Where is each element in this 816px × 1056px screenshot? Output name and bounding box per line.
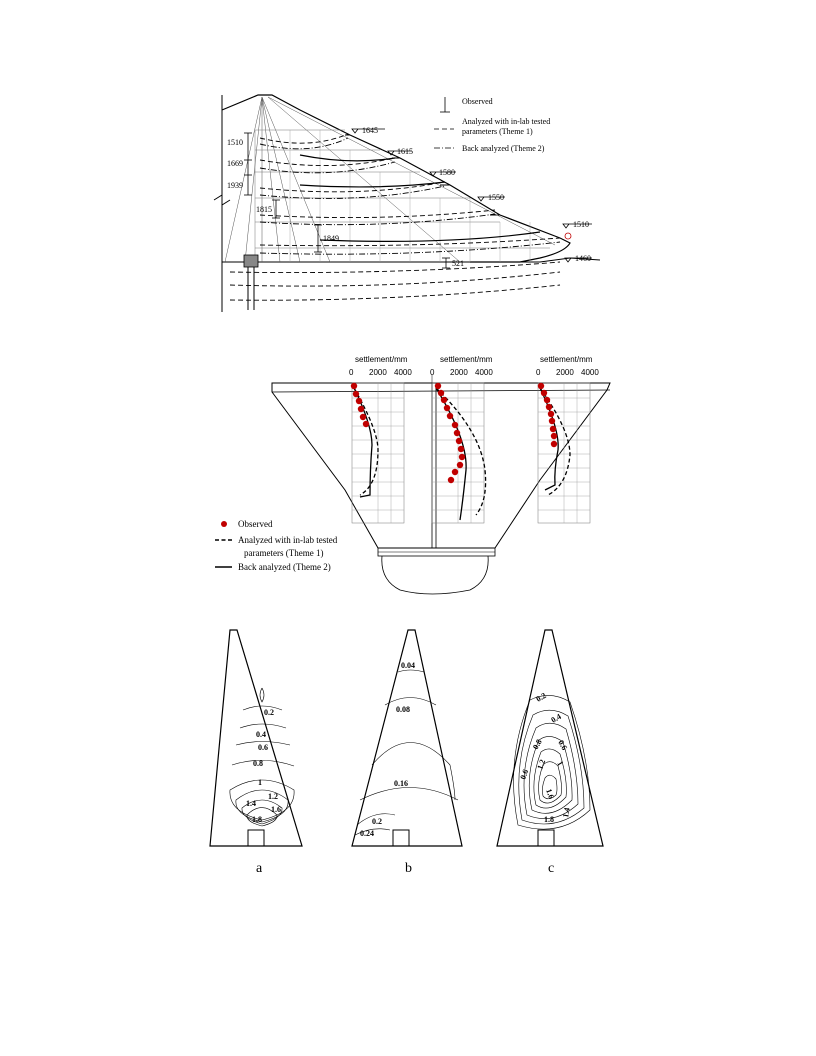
panel-label-c: c xyxy=(548,861,555,876)
fig1-elevation-label: 1550 xyxy=(488,193,504,202)
fig1-elevation-label: 1460 xyxy=(575,254,591,263)
observed-point xyxy=(538,383,544,389)
contour-label: 0.8 xyxy=(530,737,544,751)
observed-point xyxy=(548,411,554,417)
fig1-inner-value: 1849 xyxy=(323,234,339,243)
contour-label: 1.6 xyxy=(271,805,281,814)
observed-point xyxy=(351,383,357,389)
fig1-inner-value: 521 xyxy=(452,259,464,268)
fig2-tick: 4000 xyxy=(475,368,493,377)
fig2-legend-theme1-line1: Analyzed with in-lab tested xyxy=(238,535,338,545)
fig2-axis-label: settlement/mm xyxy=(355,355,408,364)
contour-label: 0.6 xyxy=(518,768,531,781)
fig2-tick: 0 xyxy=(536,368,541,377)
fig2-axis-label: settlement/mm xyxy=(540,355,593,364)
figure1-dam-section xyxy=(214,95,600,312)
fig1-legend-theme1-line2: parameters (Theme 1) xyxy=(462,127,533,136)
observed-point xyxy=(448,477,454,483)
fig2-tick: 2000 xyxy=(369,368,387,377)
contour-label: 0.16 xyxy=(394,779,408,788)
fig2-tick: 2000 xyxy=(450,368,468,377)
fig2-legend-observed: Observed xyxy=(238,519,273,529)
observed-point xyxy=(544,397,550,403)
contour-label: 0.6 xyxy=(258,743,268,752)
fig2-axis-label: settlement/mm xyxy=(440,355,493,364)
observed-point xyxy=(456,438,462,444)
contour-label: 0.8 xyxy=(253,759,263,768)
fig1-elevation-label: 1580 xyxy=(439,168,455,177)
observed-point xyxy=(358,406,364,412)
fig1-left-value: 1510 xyxy=(227,138,243,147)
fig1-left-value: 1815 xyxy=(256,205,272,214)
fig2-legend-theme1-line2: parameters (Theme 1) xyxy=(244,548,324,558)
fig1-elevation-label: 1645 xyxy=(362,126,378,135)
contour-label: 0.24 xyxy=(360,829,374,838)
fig2-legend-observed-marker xyxy=(221,521,227,527)
observed-point xyxy=(459,454,465,460)
figure3-panel-c-labels xyxy=(518,691,571,876)
observed-point xyxy=(363,421,369,427)
panel-label-b: b xyxy=(405,861,412,876)
contour-label: 1.2 xyxy=(268,792,278,801)
figure3-panel-b-labels xyxy=(360,661,415,876)
observed-point xyxy=(550,426,556,432)
fig1-elevation-label: 1510 xyxy=(573,220,589,229)
contour-label: 1 xyxy=(555,759,566,768)
observed-point xyxy=(360,414,366,420)
fig2-legend-theme2: Back analyzed (Theme 2) xyxy=(238,562,331,572)
observed-point xyxy=(435,383,441,389)
observed-point xyxy=(438,390,444,396)
fig1-elevation-label: 1615 xyxy=(397,147,413,156)
figure3-panel-c xyxy=(497,630,603,846)
fig1-legend-theme1-line1: Analyzed with in-lab tested xyxy=(462,117,551,126)
observed-point xyxy=(458,446,464,452)
fig2-tick: 2000 xyxy=(556,368,574,377)
contour-label: 1.8 xyxy=(252,815,262,824)
contour-label: 1.2 xyxy=(535,758,548,771)
observed-point xyxy=(549,418,555,424)
fig2-tick: 0 xyxy=(430,368,435,377)
observed-point xyxy=(444,405,450,411)
contour-label: 0.2 xyxy=(372,817,382,826)
observed-point xyxy=(457,462,463,468)
contour-label: 1.8 xyxy=(544,815,554,824)
contour-label: 0.08 xyxy=(396,705,410,714)
observed-point xyxy=(447,413,453,419)
observed-point xyxy=(356,398,362,404)
contour-label: 0.6 xyxy=(556,738,570,752)
panel-label-a: a xyxy=(256,861,263,876)
contour-label: 1.4 xyxy=(246,799,256,808)
observed-point xyxy=(541,390,547,396)
observed-point xyxy=(452,422,458,428)
observed-point xyxy=(551,433,557,439)
fig2-tick: 4000 xyxy=(581,368,599,377)
contour-label: 0.2 xyxy=(264,708,274,717)
contour-label: 0.04 xyxy=(401,661,415,670)
fig1-left-value: 1669 xyxy=(227,159,243,168)
observed-point xyxy=(454,430,460,436)
contour-label: 1.4 xyxy=(561,806,572,819)
contour-label: 0.4 xyxy=(256,730,266,739)
fig1-left-value: 1939 xyxy=(227,181,243,190)
fig2-tick: 0 xyxy=(349,368,354,377)
fig2-tick: 4000 xyxy=(394,368,412,377)
observed-point xyxy=(452,469,458,475)
fig1-legend-observed: Observed xyxy=(462,97,493,106)
observed-point xyxy=(546,404,552,410)
contour-label: 0.4 xyxy=(549,711,563,725)
contour-label: 0.2 xyxy=(534,690,548,704)
contour-label: 1.6 xyxy=(544,787,556,801)
fig1-legend-theme2: Back analyzed (Theme 2) xyxy=(462,144,545,153)
observed-point xyxy=(551,441,557,447)
observed-point xyxy=(353,391,359,397)
figure2-labels xyxy=(238,355,599,572)
observed-point xyxy=(441,397,447,403)
contour-label: 1 xyxy=(258,778,262,787)
